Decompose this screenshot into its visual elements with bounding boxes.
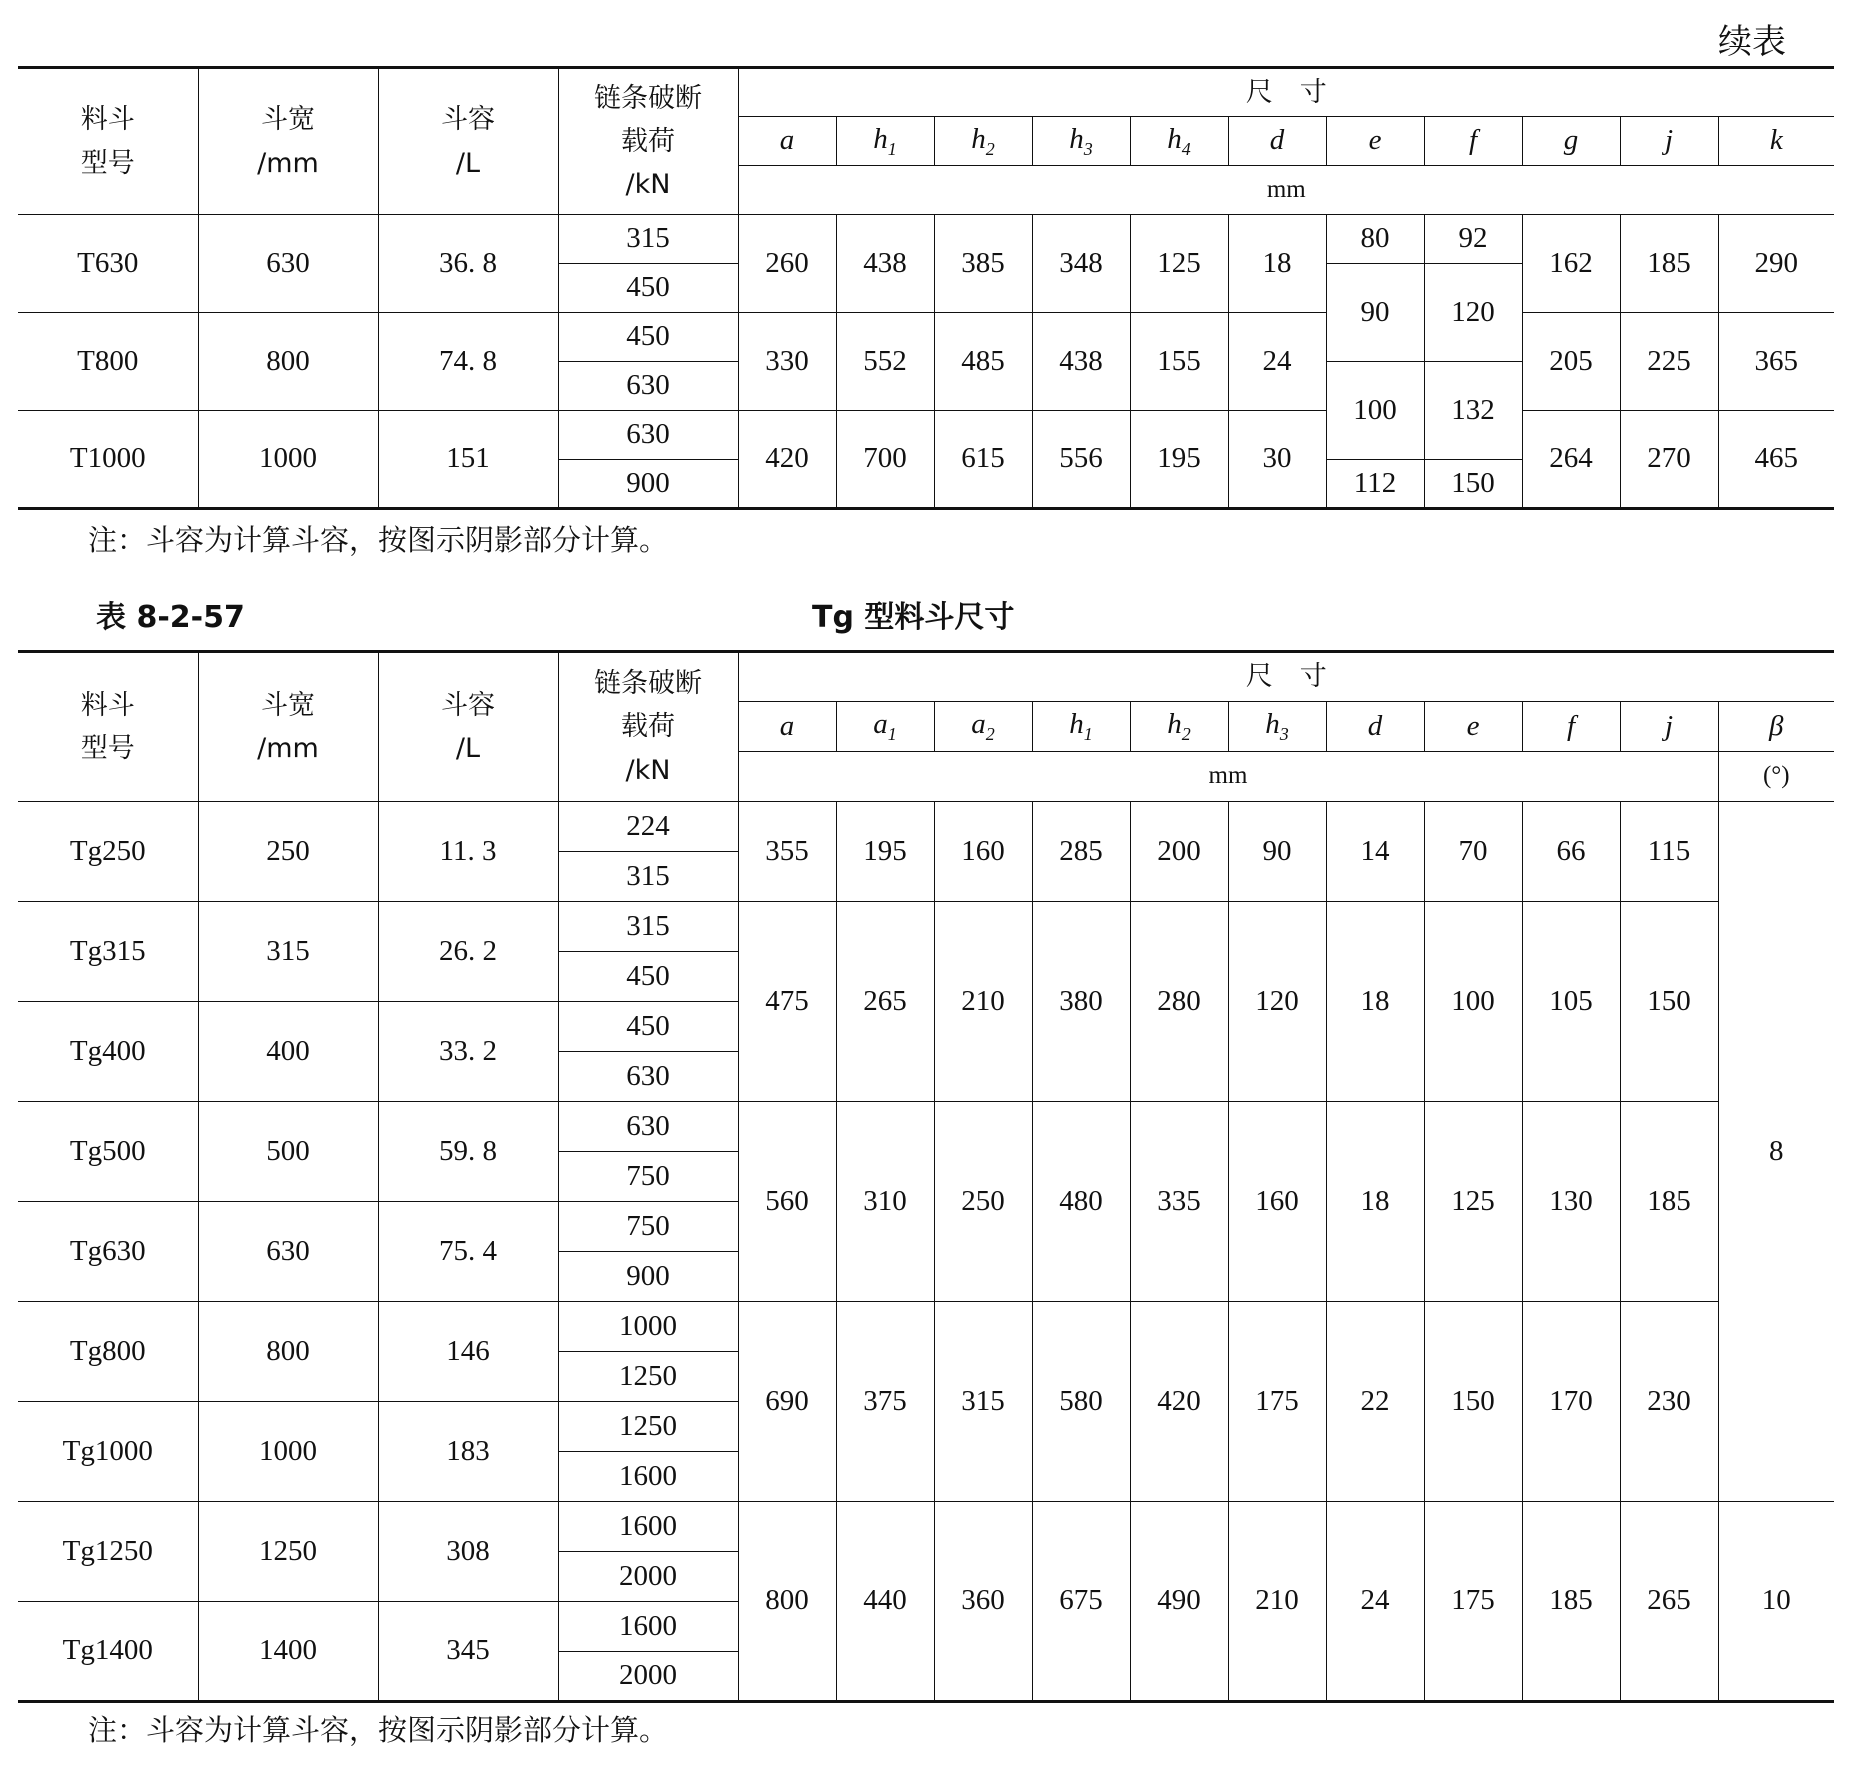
- cell-j: 270: [1620, 411, 1718, 509]
- cell-h1: 285: [1032, 802, 1130, 902]
- cell-d: 18: [1228, 215, 1326, 313]
- header-bucket-width: 斗宽 /mm: [198, 652, 378, 802]
- cell-load: 315: [558, 852, 738, 902]
- cell-type: T630: [18, 215, 198, 313]
- cell-width: 500: [198, 1102, 378, 1202]
- cell-j: 265: [1620, 1502, 1718, 1702]
- header-bucket-type: 料斗 型号: [18, 68, 198, 215]
- cell-h1: 480: [1032, 1102, 1130, 1302]
- table1-note: 注：斗容为计算斗容，按图示阴影部分计算。: [88, 523, 669, 557]
- header-bucket-type: 料斗 型号: [18, 652, 198, 802]
- cell-type: Tg1400: [18, 1602, 198, 1702]
- cell-volume: 183: [378, 1402, 558, 1502]
- cell-g: 205: [1522, 313, 1620, 411]
- cell-width: 315: [198, 902, 378, 1002]
- cell-load: 1600: [558, 1452, 738, 1502]
- cell-e: 175: [1424, 1502, 1522, 1702]
- col-header-j: j: [1620, 117, 1718, 166]
- cell-k: 465: [1718, 411, 1834, 509]
- col-header-g: g: [1522, 117, 1620, 166]
- col-header-e: e: [1424, 702, 1522, 752]
- cell-e: 150: [1424, 1302, 1522, 1502]
- cell-type: Tg315: [18, 902, 198, 1002]
- cell-load: 1600: [558, 1502, 738, 1552]
- cell-f: 92: [1424, 215, 1522, 264]
- unit-label: mm: [738, 752, 1718, 802]
- cell-beta: 10: [1718, 1502, 1834, 1702]
- cell-type: Tg250: [18, 802, 198, 902]
- continued-label: 续表: [1718, 22, 1786, 62]
- cell-j: 185: [1620, 215, 1718, 313]
- cell-a2: 160: [934, 802, 1032, 902]
- cell-load: 1000: [558, 1302, 738, 1352]
- cell-h1: 675: [1032, 1502, 1130, 1702]
- cell-width: 1250: [198, 1502, 378, 1602]
- cell-j: 115: [1620, 802, 1718, 902]
- col-header-e: e: [1326, 117, 1424, 166]
- col-header-d: d: [1326, 702, 1424, 752]
- cell-f: 150: [1424, 460, 1522, 509]
- cell-h4: 195: [1130, 411, 1228, 509]
- cell-load: 900: [558, 1252, 738, 1302]
- cell-h1: 438: [836, 215, 934, 313]
- cell-j: 225: [1620, 313, 1718, 411]
- cell-j: 230: [1620, 1302, 1718, 1502]
- cell-h3: 438: [1032, 313, 1130, 411]
- cell-volume: 146: [378, 1302, 558, 1402]
- cell-load: 1600: [558, 1602, 738, 1652]
- cell-volume: 345: [378, 1602, 558, 1702]
- header-chain-break-load: 链条破断 载荷 /kN: [558, 652, 738, 802]
- header-dimensions: 尺 寸: [738, 68, 1834, 117]
- cell-a: 475: [738, 902, 836, 1102]
- cell-h3: 556: [1032, 411, 1130, 509]
- header-chain-break-load: 链条破断 载荷 /kN: [558, 68, 738, 215]
- cell-k: 290: [1718, 215, 1834, 313]
- col-header-a1: $a_1$: [836, 702, 934, 752]
- col-header-f: f: [1424, 117, 1522, 166]
- col-header-h1: $h_1$: [836, 117, 934, 166]
- cell-j: 150: [1620, 902, 1718, 1102]
- cell-e: 100: [1424, 902, 1522, 1102]
- col-header-h3: $h_3$: [1228, 702, 1326, 752]
- cell-a2: 250: [934, 1102, 1032, 1302]
- cell-h3: 348: [1032, 215, 1130, 313]
- cell-d: 18: [1326, 1102, 1424, 1302]
- cell-a: 330: [738, 313, 836, 411]
- cell-width: 800: [198, 1302, 378, 1402]
- cell-load: 450: [558, 952, 738, 1002]
- cell-d: 24: [1228, 313, 1326, 411]
- cell-a: 260: [738, 215, 836, 313]
- col-header-beta: β: [1718, 702, 1834, 752]
- cell-width: 1400: [198, 1602, 378, 1702]
- cell-load: 450: [558, 313, 738, 362]
- cell-volume: 151: [378, 411, 558, 509]
- header-dimensions: 尺 寸: [738, 652, 1834, 702]
- cell-e: 112: [1326, 460, 1424, 509]
- cell-a1: 195: [836, 802, 934, 902]
- cell-type: Tg500: [18, 1102, 198, 1202]
- cell-load: 450: [558, 1002, 738, 1052]
- cell-volume: 11. 3: [378, 802, 558, 902]
- cell-load: 630: [558, 1102, 738, 1152]
- cell-f: 120: [1424, 264, 1522, 362]
- cell-f: 66: [1522, 802, 1620, 902]
- cell-load: 630: [558, 1052, 738, 1102]
- cell-h4: 125: [1130, 215, 1228, 313]
- cell-width: 250: [198, 802, 378, 902]
- col-header-a: a: [738, 117, 836, 166]
- cell-width: 630: [198, 215, 378, 313]
- cell-a: 560: [738, 1102, 836, 1302]
- cell-load: 224: [558, 802, 738, 852]
- cell-h2: 485: [934, 313, 1032, 411]
- cell-h2: 490: [1130, 1502, 1228, 1702]
- cell-volume: 74. 8: [378, 313, 558, 411]
- col-header-d: d: [1228, 117, 1326, 166]
- cell-d: 24: [1326, 1502, 1424, 1702]
- cell-h3: 160: [1228, 1102, 1326, 1302]
- cell-load: 750: [558, 1152, 738, 1202]
- cell-d: 14: [1326, 802, 1424, 902]
- cell-a1: 265: [836, 902, 934, 1102]
- cell-width: 400: [198, 1002, 378, 1102]
- cell-volume: 26. 2: [378, 902, 558, 1002]
- cell-e: 125: [1424, 1102, 1522, 1302]
- cell-a1: 375: [836, 1302, 934, 1502]
- cell-volume: 36. 8: [378, 215, 558, 313]
- cell-type: Tg400: [18, 1002, 198, 1102]
- cell-f: 132: [1424, 362, 1522, 460]
- col-header-h3: $h_3$: [1032, 117, 1130, 166]
- cell-a: 355: [738, 802, 836, 902]
- col-header-h2: $h_2$: [1130, 702, 1228, 752]
- cell-h2: 420: [1130, 1302, 1228, 1502]
- cell-type: Tg1250: [18, 1502, 198, 1602]
- header-bucket-volume: 斗容 /L: [378, 652, 558, 802]
- cell-e: 100: [1326, 362, 1424, 460]
- col-header-a: a: [738, 702, 836, 752]
- cell-h3: 175: [1228, 1302, 1326, 1502]
- cell-load: 900: [558, 460, 738, 509]
- unit-label: mm: [738, 166, 1834, 215]
- cell-e: 70: [1424, 802, 1522, 902]
- cell-g: 264: [1522, 411, 1620, 509]
- table2-caption-title: Tg 型料斗尺寸: [812, 600, 1015, 635]
- cell-h2: 385: [934, 215, 1032, 313]
- cell-h3: 210: [1228, 1502, 1326, 1702]
- cell-load: 315: [558, 215, 738, 264]
- cell-g: 162: [1522, 215, 1620, 313]
- col-header-f: f: [1522, 702, 1620, 752]
- cell-f: 105: [1522, 902, 1620, 1102]
- cell-h1: 552: [836, 313, 934, 411]
- table-tg-bucket-dimensions: [18, 650, 1834, 1703]
- cell-load: 450: [558, 264, 738, 313]
- cell-volume: 33. 2: [378, 1002, 558, 1102]
- cell-type: T1000: [18, 411, 198, 509]
- cell-e: 80: [1326, 215, 1424, 264]
- cell-width: 1000: [198, 1402, 378, 1502]
- cell-width: 630: [198, 1202, 378, 1302]
- cell-j: 185: [1620, 1102, 1718, 1302]
- col-header-a2: $a_2$: [934, 702, 1032, 752]
- table-t-bucket-dimensions: [18, 66, 1834, 510]
- cell-volume: 59. 8: [378, 1102, 558, 1202]
- cell-a1: 310: [836, 1102, 934, 1302]
- header-bucket-width: 斗宽 /mm: [198, 68, 378, 215]
- cell-e: 90: [1326, 264, 1424, 362]
- cell-k: 365: [1718, 313, 1834, 411]
- cell-type: T800: [18, 313, 198, 411]
- cell-h4: 155: [1130, 313, 1228, 411]
- cell-h3: 120: [1228, 902, 1326, 1102]
- cell-width: 1000: [198, 411, 378, 509]
- cell-h2: 335: [1130, 1102, 1228, 1302]
- cell-load: 1250: [558, 1402, 738, 1452]
- cell-load: 2000: [558, 1552, 738, 1602]
- cell-h2: 615: [934, 411, 1032, 509]
- cell-f: 185: [1522, 1502, 1620, 1702]
- col-header-h4: $h_4$: [1130, 117, 1228, 166]
- cell-f: 170: [1522, 1302, 1620, 1502]
- angle-unit-label: (°): [1718, 752, 1834, 802]
- cell-type: Tg800: [18, 1302, 198, 1402]
- cell-a2: 360: [934, 1502, 1032, 1702]
- cell-h3: 90: [1228, 802, 1326, 902]
- cell-a1: 440: [836, 1502, 934, 1702]
- cell-type: Tg1000: [18, 1402, 198, 1502]
- cell-width: 800: [198, 313, 378, 411]
- cell-h2: 280: [1130, 902, 1228, 1102]
- cell-h1: 380: [1032, 902, 1130, 1102]
- cell-a: 420: [738, 411, 836, 509]
- cell-load: 630: [558, 411, 738, 460]
- cell-type: Tg630: [18, 1202, 198, 1302]
- cell-d: 18: [1326, 902, 1424, 1102]
- col-header-j: j: [1620, 702, 1718, 752]
- cell-d: 30: [1228, 411, 1326, 509]
- cell-load: 1250: [558, 1352, 738, 1402]
- cell-load: 750: [558, 1202, 738, 1252]
- cell-load: 315: [558, 902, 738, 952]
- header-bucket-volume: 斗容 /L: [378, 68, 558, 215]
- cell-d: 22: [1326, 1302, 1424, 1502]
- cell-h1: 700: [836, 411, 934, 509]
- cell-volume: 308: [378, 1502, 558, 1602]
- table2-note: 注：斗容为计算斗容，按图示阴影部分计算。: [88, 1713, 669, 1747]
- col-header-h1: $h_1$: [1032, 702, 1130, 752]
- cell-h1: 580: [1032, 1302, 1130, 1502]
- cell-a: 800: [738, 1502, 836, 1702]
- cell-load: 2000: [558, 1652, 738, 1702]
- cell-a: 690: [738, 1302, 836, 1502]
- cell-a2: 315: [934, 1302, 1032, 1502]
- cell-h2: 200: [1130, 802, 1228, 902]
- col-header-h2: $h_2$: [934, 117, 1032, 166]
- cell-a2: 210: [934, 902, 1032, 1102]
- cell-volume: 75. 4: [378, 1202, 558, 1302]
- cell-load: 630: [558, 362, 738, 411]
- cell-f: 130: [1522, 1102, 1620, 1302]
- cell-beta: 8: [1718, 802, 1834, 1502]
- table2-caption-number: 表 8-2-57: [96, 600, 245, 635]
- col-header-k: k: [1718, 117, 1834, 166]
